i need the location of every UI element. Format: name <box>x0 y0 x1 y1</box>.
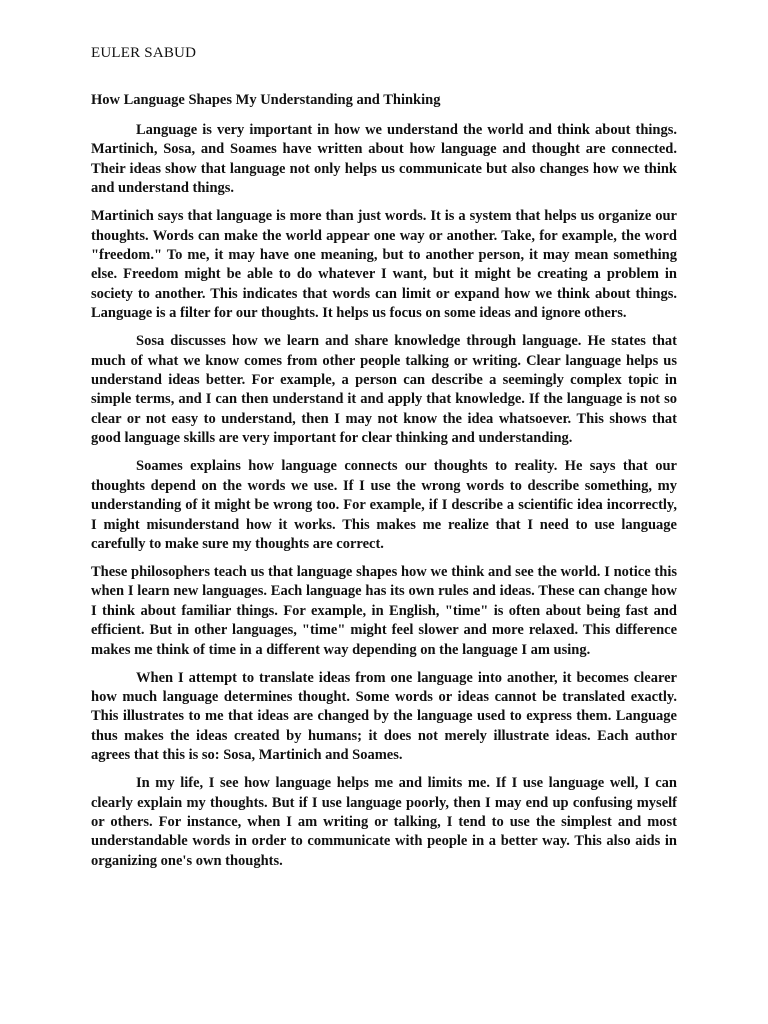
author-name: EULER SABUD <box>91 45 197 61</box>
paragraph-martinich: Martinich says that language is more than just words. It is a system that helps us organize our thoughts. Words can make the world appear one way or another. Take, for example, the word "freedom." To me, it may have one meaning, but to another person, it may mean something else. Freedom might be able to do whatever I want, but it might be creating a problem in society to another. This indicates that words can limit or expand how we think about things. Language is a filter for our thoughts. It helps us focus on some ideas and ignore others. <box>91 208 677 322</box>
document-body <box>91 121 677 880</box>
paragraph-personal-life: In my life, I see how language helps me and limits me. If I use language well, I can clearly explain my thoughts. But if I use language poorly, then I may end up confusing myself or others. For instance, when I am writing or talking, I tend to use the simplest and most understandable words in order to communicate with people in a better way. This also aids in organizing one's own thoughts. <box>91 775 677 869</box>
paragraph-soames: Soames explains how language connects our thoughts to reality. He says that our thoughts depend on the words we use. If I use the wrong words to describe something, my understanding of it might be wrong too. For example, if I describe a scientific idea incorrectly, I might misunderstand how it works. This makes me realize that I need to use language carefully to make sure my thoughts are correct. <box>91 458 677 552</box>
paragraph-translation: When I attempt to translate ideas from one language into another, it becomes clearer how much language determines thought. Some words or ideas cannot be translated exactly. This illustrates to me that ideas are changed by the language used to express them. Language thus makes the ideas created by humans; it does not merely illustrate ideas. Each author agrees that this is so: Sosa, Martinich and Soames. <box>91 669 677 764</box>
paragraph-sosa: Sosa discusses how we learn and share knowledge through language. He states that much of what we know comes from other people talking or writing. Clear language helps us understand ideas better. For example, a person can describe a seemingly complex topic in simple terms, and I can then understand it and apply that knowledge. If the language is not so clear or not easy to understand, then I may not know the idea whatsoever. This shows that good language skills are very important for clear thinking and understanding. <box>91 333 677 447</box>
document-title: How Language Shapes My Understanding and Thinking <box>91 92 441 108</box>
paragraph-philosophers: These philosophers teach us that language shapes how we think and see the world. I notice this when I learn new languages. Each language has its own rules and ideas. These can change how I think about familiar things. For example, in English, "time" is often about being fast and efficient. But in other languages, "time" might feel slower and more relaxed. This difference makes me think of time in a different way depending on the language I am using. <box>91 563 677 658</box>
paragraph-introduction: Language is very important in how we understand the world and think about things. Martinich, Sosa, and Soames have written about how language and thought are connected. Their ideas show that language not only helps us communicate but also changes how we think and understand things. <box>91 122 677 197</box>
